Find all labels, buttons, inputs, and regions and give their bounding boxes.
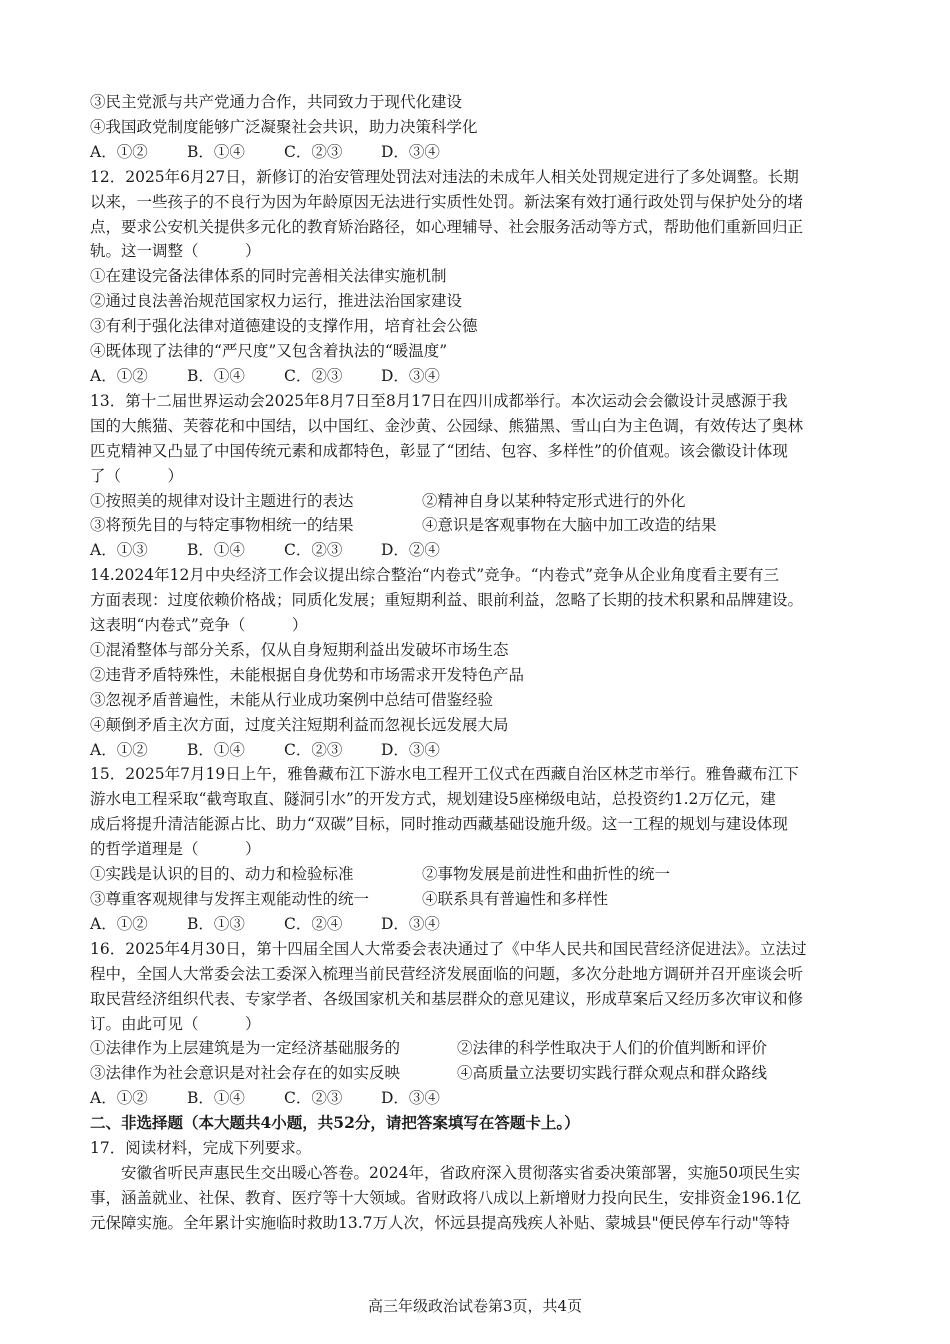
q16-stem-line: 16．2025年4月30日，第十四届全国人大常委会表决通过了《中华人民共和国民营经济促进法》。立法过 (90, 939, 807, 958)
q12-item-1: ①在建设完备法律体系的同时完善相关法律实施机制 (90, 267, 447, 286)
option-c: C．②③ (284, 541, 343, 560)
q12-item-4: ④既体现了法律的“严尺度”又包含着执法的“暖温度” (90, 342, 448, 361)
q14-stem-line: 14.2024年12月中央经济工作会议提出综合整治“内卷式”竞争。“内卷式”竞争从企业角度看主要有三 (90, 566, 780, 585)
q16-options (90, 1086, 865, 1111)
q16-stem-line: 订。由此可见（ ） (90, 1014, 261, 1033)
q13-item-1: ①按照美的规律对设计主题进行的表达 (90, 491, 354, 510)
q12-stem-line: 轨。这一调整（ ） (90, 242, 261, 261)
q13-items-row (90, 513, 865, 538)
q14-item-1: ①混淆整体与部分关系，仅从自身短期利益出发破坏市场生态 (90, 640, 509, 659)
q12-item-3: ③有利于强化法律对道德建设的支撑作用，培育社会公德 (90, 317, 478, 336)
option-c: C．②③ (284, 366, 343, 385)
option-a: A．①② (90, 366, 148, 385)
q13-item-4: ④意识是客观事物在大脑中加工改造的结果 (422, 516, 717, 535)
q11-options (90, 140, 865, 165)
option-d: D．③④ (381, 366, 440, 385)
option-a: A．①② (90, 740, 148, 759)
q16-item-4: ④高质量立法要切实践行群众观点和群众路线 (457, 1064, 768, 1083)
q17-material-line: 安徽省听民声惠民生交出暖心答卷。2024年，省政府深入贯彻落实省委决策部署，实施50项民生实 (121, 1163, 801, 1182)
option-b: B．①④ (187, 142, 245, 161)
q12-options (90, 364, 865, 389)
option-b: B．①④ (187, 366, 245, 385)
option-a: A．①② (90, 1089, 148, 1108)
q15-options (90, 912, 865, 937)
q15-stem-line: 游水电工程采取“截弯取直、隧洞引水”的开发方式，规划建设5座梯级电站，总投资约1.2万亿元，建 (90, 790, 776, 809)
page-footer: 高三年级政治试卷第3页，共4页 (367, 1297, 583, 1315)
option-c: C．②③ (284, 1089, 343, 1108)
q13-item-2: ②精神自身以某种特定形式进行的外化 (422, 491, 686, 510)
q16-stem-line: 取民营经济组织代表、专家学者、各级国家机关和基层群众的意见建议，形成草案后又经历多次审议和修 (90, 989, 804, 1008)
q13-options (90, 538, 865, 563)
option-d: D．②④ (381, 541, 440, 560)
q17-material-line: 元保障实施。全年累计实施临时救助13.7万人次，怀远县提高残疾人补贴、蒙城县"便民停车行动"等特 (90, 1213, 790, 1232)
option-c: C．②④ (284, 914, 343, 933)
q13-stem-line: 匹克精神又凸显了中国传统元素和成都特色，彰显了“团结、包容、多样性”的价值观。该会徽设计体现 (90, 441, 788, 460)
q13-stem-line: 13．第十二届世界运动会2025年8月7日至8月17日在四川成都举行。本次运动会会徽设计灵感源于我 (90, 391, 788, 410)
q15-stem-line: 的哲学道理是（ ） (90, 840, 261, 859)
option-b: B．①③ (187, 914, 245, 933)
q16-item-1: ①法律作为上层建筑是为一定经济基础服务的 (90, 1039, 401, 1058)
q15-items-row (90, 862, 865, 887)
q16-stem-line: 程中，全国人大常委会法工委深入梳理当前民营经济发展面临的问题，多次分赴地方调研并召开座谈会听 (90, 964, 804, 983)
option-d: D．③④ (381, 1089, 440, 1108)
q13-stem-line: 国的大熊猫、芙蓉花和中国结，以中国红、金沙黄、公园绿、熊猫黑、雪山白为主色调，有效传达了奥林 (90, 416, 804, 435)
q17-material-line: 事，涵盖就业、社保、教育、医疗等十大领域。省财政将八成以上新增财力投向民生，安排资金196.1亿 (90, 1188, 801, 1207)
option-b: B．①④ (187, 740, 245, 759)
q14-item-2: ②违背矛盾特殊性，未能根据自身优势和市场需求开发特色产品 (90, 665, 525, 684)
option-c: C．②③ (284, 740, 343, 759)
q11-item-3: ③民主党派与共产党通力合作，共同致力于现代化建设 (90, 93, 463, 111)
option-c: C．②③ (284, 142, 343, 161)
q12-stem-line: 以来，一些孩子的不良行为因为年龄原因无法进行实质性处罚。新法案有效打通行政处罚与保护处分的堵 (90, 192, 804, 211)
q14-stem-line: 方面表现：过度依赖价格战；同质化发展；重短期利益、眼前利益，忽略了长期的技术积累和品牌建设。 (90, 591, 804, 610)
q13-stem-line: 了（ ） (90, 466, 184, 485)
q13-items-row (90, 489, 865, 514)
q15-item-3: ③尊重客观规律与发挥主观能动性的统一 (90, 890, 370, 908)
q13-item-3: ③将预先目的与特定事物相统一的结果 (90, 516, 354, 535)
q16-item-2: ②法律的科学性取决于人们的价值判断和评价 (457, 1039, 768, 1058)
q12-stem-line: 12．2025年6月27日，新修订的治安管理处罚法对违法的未成年人相关处罚规定进行了多处调整。长期 (90, 167, 799, 186)
q14-item-3: ③忽视矛盾普遍性，未能从行业成功案例中总结可借鉴经验 (90, 690, 494, 709)
q16-items-row (90, 1061, 865, 1086)
q15-items-row (90, 887, 865, 912)
option-d: D．③④ (381, 740, 440, 759)
q14-options (90, 738, 865, 763)
q15-stem-line: 成后将提升清洁能源占比、助力“双碳”目标，同时推动西藏基础设施升级。这一工程的规划与建设体现 (90, 815, 788, 834)
option-a: A．①② (90, 914, 148, 933)
q14-stem-line: 这表明“内卷式”竞争（ ） (90, 616, 308, 635)
section-heading: 二、非选择题（本大题共4小题，共52分，请把答案填写在答题卡上。） (90, 1113, 580, 1133)
q11-item-4: ④我国政党制度能够广泛凝聚社会共识，助力决策科学化 (90, 117, 478, 136)
option-a: A．①③ (90, 541, 148, 560)
exam-page (90, 90, 865, 1236)
option-b: B．①④ (187, 1089, 245, 1108)
q12-item-2: ②通过良法善治规范国家权力运行，推进法治国家建设 (90, 292, 463, 311)
q16-items-row (90, 1036, 865, 1061)
q15-item-1: ①实践是认识的目的、动力和检验标准 (90, 865, 354, 884)
q16-item-3: ③法律作为社会意识是对社会存在的如实反映 (90, 1064, 401, 1083)
q17-title: 17．阅读材料，完成下列要求。 (90, 1139, 312, 1158)
option-d: D．③④ (381, 142, 440, 161)
q12-stem-line: 点，要求公安机关提供多元化的教育矫治路径，如心理辅导、社会服务活动等方式，帮助他们重新回归正 (90, 217, 804, 236)
q15-item-2: ②事物发展是前进性和曲折性的统一 (422, 865, 671, 884)
option-d: D．③④ (381, 914, 440, 933)
q14-item-4: ④颠倒矛盾主次方面，过度关注短期利益而忽视长远发展大局 (90, 715, 509, 734)
option-b: B．①④ (187, 541, 245, 560)
option-a: A．①② (90, 142, 148, 161)
q15-item-4: ④联系具有普遍性和多样性 (422, 890, 609, 908)
q15-stem-line: 15．2025年7月19日上午，雅鲁藏布江下游水电工程开工仪式在西藏自治区林芝市举行。雅鲁藏布江下 (90, 765, 799, 784)
